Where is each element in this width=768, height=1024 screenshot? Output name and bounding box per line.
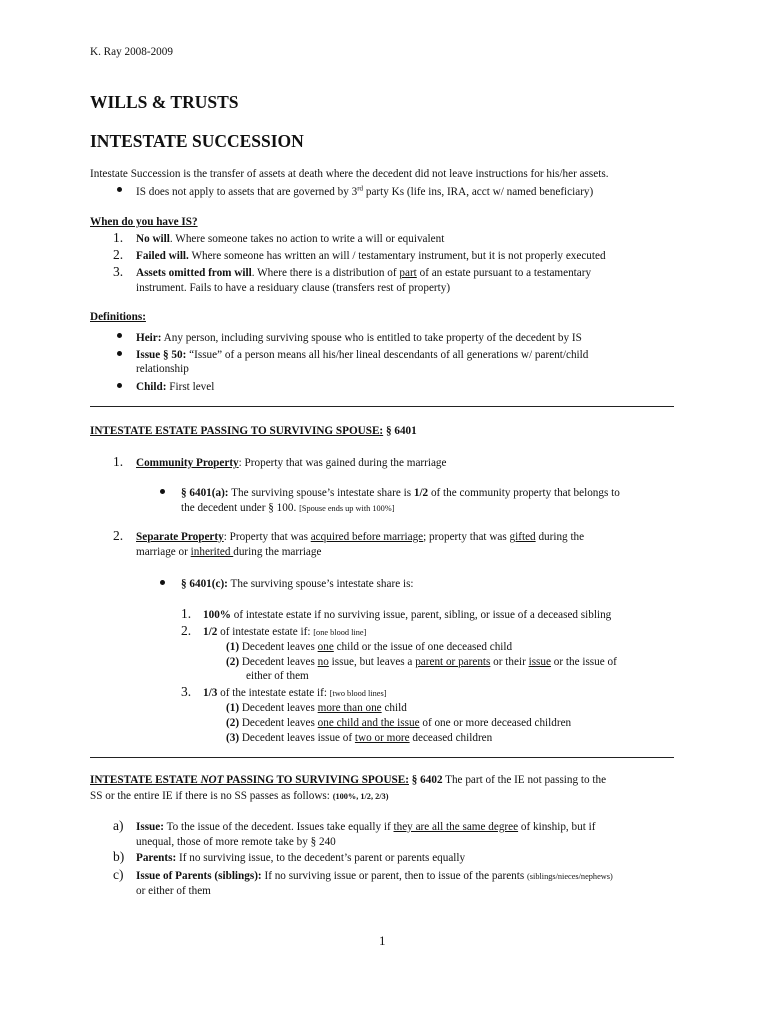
- list-number: 1.: [113, 454, 124, 469]
- when-heading: When do you have IS?: [90, 216, 198, 228]
- sub-item: (2) Decedent leaves no issue, but leaves a parent or parents or their issue or the issue of: [226, 656, 617, 668]
- not-spouse-section-heading: INTESTATE ESTATE NOT PASSING TO SURVIVING SPOUSE: § 6402 The part of the IE not passing to the: [90, 774, 607, 786]
- distribution-item: Parents: If no surviving issue, to the decedent’s parent or parents equally: [136, 852, 466, 864]
- bullet-icon: [117, 351, 122, 356]
- section-title: INTESTATE SUCCESSION: [90, 131, 304, 151]
- bullet-icon: [160, 489, 165, 494]
- definitions-heading: Definitions:: [90, 311, 146, 323]
- bullet-icon: [160, 580, 165, 585]
- list-letter: c): [113, 867, 124, 882]
- definition-item: Child: First level: [136, 381, 215, 393]
- separate-property-continuation: marriage or inherited during the marriage: [136, 546, 322, 558]
- page-number: 1: [379, 933, 386, 948]
- community-property: Community Property: Property that was gained during the marriage: [136, 457, 447, 469]
- share-item: 1/3 of the intestate estate if: [two blood lines]: [203, 687, 387, 699]
- list-number: 3.: [113, 264, 124, 279]
- intro-text: Intestate Succession is the transfer of assets at death where the decedent did not leave instructions for his/her assets.: [90, 168, 609, 180]
- list-letter: a): [113, 818, 124, 833]
- list-number: 3.: [181, 684, 192, 699]
- sub-item: (1) Decedent leaves one child or the issue of one deceased child: [226, 641, 513, 653]
- bullet-icon: [117, 333, 122, 338]
- community-rule-continuation: the decedent under § 100. [Spouse ends up with 100%]: [181, 502, 395, 514]
- list-item: Assets omitted from will. Where there is a distribution of part of an estate pursuant to a testamentary: [136, 267, 592, 279]
- definition-item: Heir: Any person, including surviving spouse who is entitled to take property of the decedent by IS: [136, 332, 582, 344]
- bullet-icon: [117, 383, 122, 388]
- definition-continuation: relationship: [136, 363, 189, 375]
- list-number: 1.: [113, 230, 124, 245]
- distribution-item-continuation: unequal, those of more remote take by § 240: [136, 836, 336, 848]
- sub-item-continuation: either of them: [246, 670, 309, 682]
- sub-item: (3) Decedent leaves issue of two or more deceased children: [226, 732, 493, 744]
- list-item: No will. Where someone takes no action to write a will or equivalent: [136, 233, 445, 245]
- document-title: WILLS & TRUSTS: [90, 92, 239, 112]
- distribution-item: Issue: To the issue of the decedent. Issues take equally if they are all the same degree of kinship, but if: [136, 821, 596, 833]
- divider: [90, 406, 674, 407]
- intro-bullet: IS does not apply to assets that are governed by 3rd party Ks (life ins, IRA, acct w/ named beneficiary): [136, 184, 594, 198]
- list-number: 2.: [113, 528, 124, 543]
- separate-rule: § 6401(c): The surviving spouse’s intestate share is:: [181, 578, 414, 590]
- divider: [90, 757, 674, 758]
- bullet-icon: [117, 187, 122, 192]
- not-spouse-section-continuation: SS or the entire IE if there is no SS passes as follows: (100%, 1/2, 2/3): [90, 790, 389, 802]
- sub-item: (1) Decedent leaves more than one child: [226, 702, 407, 714]
- list-number: 2.: [113, 247, 124, 262]
- spouse-section-heading: INTESTATE ESTATE PASSING TO SURVIVING SPOUSE: § 6401: [90, 425, 417, 437]
- sub-item: (2) Decedent leaves one child and the issue of one or more deceased children: [226, 717, 572, 729]
- share-item: 100% of intestate estate if no surviving issue, parent, sibling, or issue of a deceased sibling: [203, 609, 612, 621]
- list-letter: b): [113, 849, 125, 864]
- distribution-item-continuation: or either of them: [136, 885, 211, 897]
- author-header: K. Ray 2008-2009: [90, 46, 173, 58]
- list-number: 1.: [181, 606, 192, 621]
- distribution-item: Issue of Parents (siblings): If no surviving issue or parent, then to issue of the parents (siblings/nieces/nephews): [136, 870, 613, 882]
- definition-item: Issue § 50: “Issue” of a person means all his/her lineal descendants of all generations w/ parent/child: [136, 349, 589, 361]
- list-number: 2.: [181, 623, 192, 638]
- list-item-continuation: instrument. Fails to have a residuary clause (transfers rest of property): [136, 282, 451, 294]
- list-item: Failed will. Where someone has written an will / testamentary instrument, but it is not properly executed: [136, 250, 606, 262]
- share-item: 1/2 of intestate estate if: [one blood line]: [203, 626, 367, 638]
- community-rule: § 6401(a): The surviving spouse’s intestate share is 1/2 of the community property that belongs to: [181, 487, 620, 499]
- separate-property: Separate Property: Property that was acquired before marriage; property that was gifted during the: [136, 531, 585, 543]
